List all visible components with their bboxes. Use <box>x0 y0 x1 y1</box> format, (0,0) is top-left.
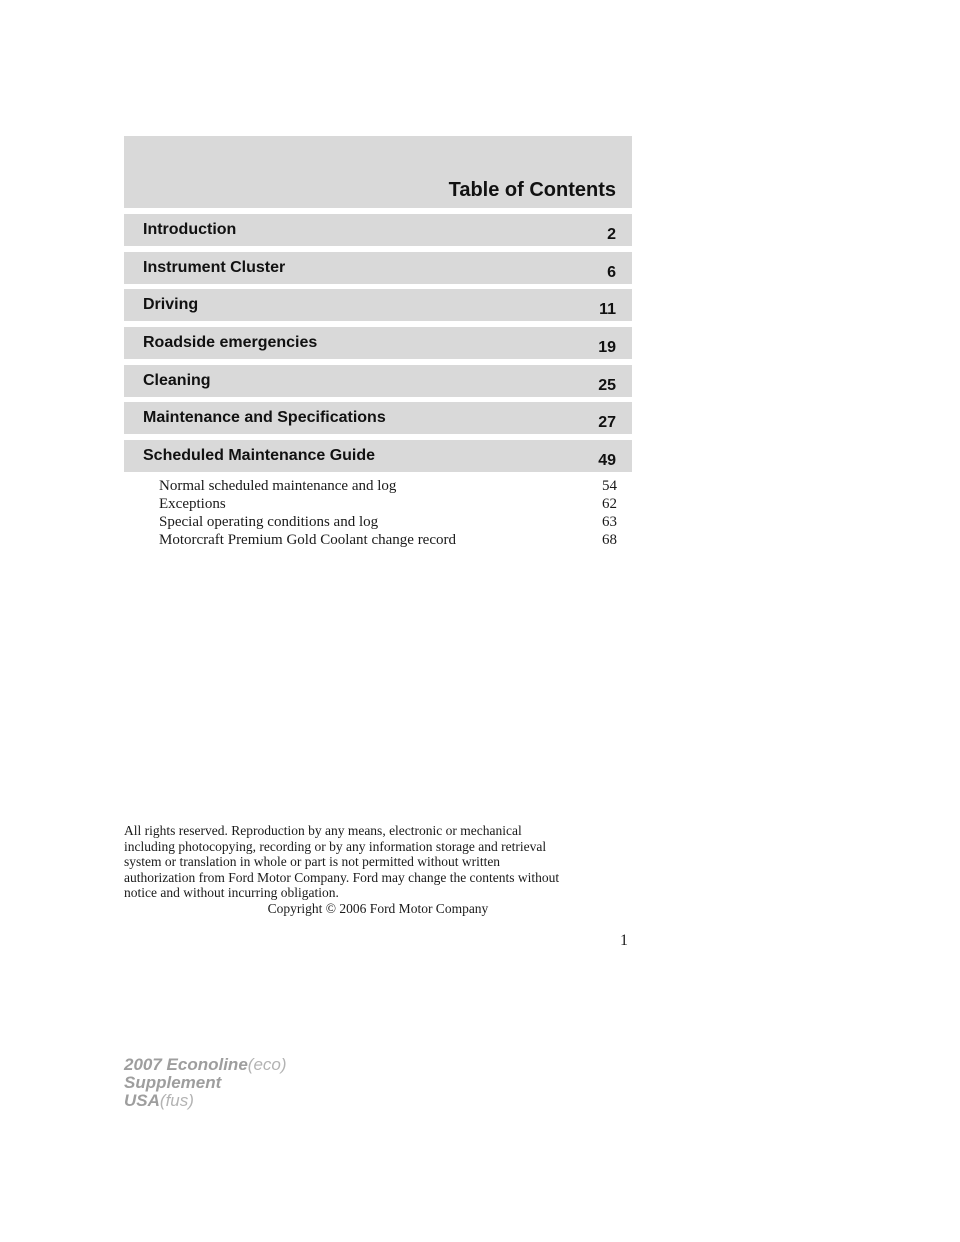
subsection-item[interactable] <box>159 495 617 513</box>
toc-list <box>124 214 632 478</box>
page-title: Table of Contents <box>448 179 616 201</box>
toc-item-page: 27 <box>598 414 616 432</box>
footer-model: 2007 Econoline <box>124 1055 248 1074</box>
toc-item-introduction[interactable] <box>124 214 632 246</box>
toc-item-instrument-cluster[interactable] <box>124 252 632 284</box>
footer-type: Supplement <box>124 1073 222 1092</box>
legal-line: All rights reserved. Reproduction by any means, electronic or mechanical <box>124 823 522 838</box>
subsection-page: 62 <box>602 496 617 512</box>
toc-item-page: 6 <box>607 263 616 281</box>
toc-item-page: 25 <box>598 376 616 394</box>
page-number: 1 <box>620 932 628 949</box>
toc-item-title: Roadside emergencies <box>143 334 318 352</box>
toc-item-page: 49 <box>598 452 616 470</box>
footer-market-code: (fus) <box>159 1091 194 1110</box>
footer-line-type <box>124 1074 287 1092</box>
toc-item-page: 2 <box>607 226 616 243</box>
footer-market: USA <box>124 1091 160 1110</box>
toc-item-title: Maintenance and Specifications <box>143 409 386 427</box>
legal-line: notice and without incurring obligation. <box>124 885 339 900</box>
subsection-page: 63 <box>602 514 617 530</box>
subsection-page: 54 <box>602 478 617 494</box>
subsection-list <box>159 477 617 549</box>
toc-item-title: Instrument Cluster <box>143 258 286 276</box>
subsection-item[interactable] <box>159 513 617 531</box>
subsection-title: Special operating conditions and log <box>159 514 379 530</box>
legal-line: authorization from Ford Motor Company. Ford may change the contents without <box>124 869 560 885</box>
legal-line: including photocopying, recording or by any information storage and retrieval <box>124 838 547 854</box>
subsection-title: Motorcraft Premium Gold Coolant change record <box>159 532 456 548</box>
subsection-title: Normal scheduled maintenance and log <box>159 478 397 494</box>
copyright-notice: Copyright © 2006 Ford Motor Company <box>267 901 489 916</box>
toc-item-driving[interactable] <box>124 289 632 321</box>
toc-item-page: 11 <box>599 301 616 319</box>
toc-item-page: 19 <box>598 339 616 357</box>
toc-item-title: Introduction <box>143 221 237 238</box>
subsection-item[interactable] <box>159 477 617 495</box>
header-band <box>124 136 632 208</box>
toc-item-title: Cleaning <box>143 371 211 389</box>
toc-item-maintenance-specifications[interactable] <box>124 402 632 434</box>
subsection-title: Exceptions <box>159 496 226 512</box>
toc-item-scheduled-maintenance-guide[interactable] <box>124 440 632 472</box>
toc-item-title: Scheduled Maintenance Guide <box>143 447 376 465</box>
subsection-page: 68 <box>602 532 617 548</box>
legal-notice <box>124 823 634 901</box>
legal-line: system or translation in whole or part is not permitted without written <box>124 854 501 869</box>
toc-item-roadside-emergencies[interactable] <box>124 327 632 359</box>
toc-item-cleaning[interactable] <box>124 365 632 397</box>
footer-line-market <box>124 1092 287 1110</box>
footer-model-code: (eco) <box>247 1055 287 1074</box>
subsection-item[interactable] <box>159 531 617 549</box>
footer-line-model <box>124 1056 287 1074</box>
toc-item-title: Driving <box>143 296 199 314</box>
document-footer <box>124 1056 287 1110</box>
